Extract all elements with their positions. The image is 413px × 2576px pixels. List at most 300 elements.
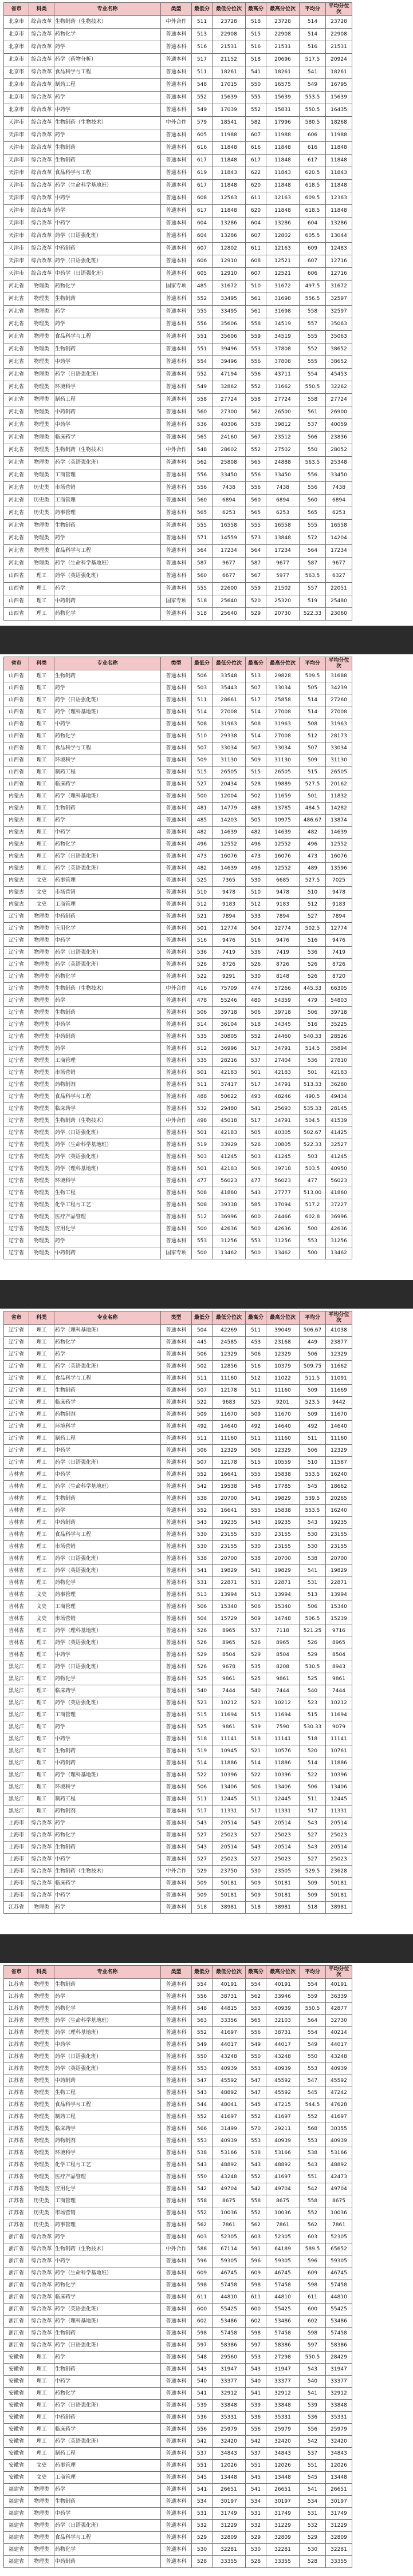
- cell-category: 文史: [29, 2460, 54, 2472]
- cell-max-rank: 11022: [266, 1373, 300, 1385]
- cell-avg-rank: 11988: [326, 129, 352, 142]
- cell-province: 山西省: [4, 767, 29, 779]
- cell-category: 理工: [29, 779, 54, 791]
- cell-avg-rank: 53166: [326, 2147, 352, 2159]
- cell-avg-score: 479: [300, 995, 326, 1007]
- cell-max-score: 551: [246, 2460, 266, 2472]
- cell-major: 临床药学: [54, 1397, 161, 1409]
- page-separator: [0, 626, 413, 654]
- cell-avg-score: 602.8: [300, 1211, 326, 1223]
- cell-avg-score: 605.5: [300, 230, 326, 243]
- cell-min-rank: 42183: [213, 1067, 246, 1079]
- cell-category: 理工: [29, 1505, 54, 1517]
- cell-type: 普通本科: [161, 875, 192, 887]
- cell-max-score: 512: [246, 899, 266, 911]
- cell-avg-score: 558: [300, 2195, 326, 2207]
- cell-min-score: 602: [192, 2316, 213, 2328]
- cell-avg-score: 609: [300, 2267, 326, 2279]
- cell-min-rank: 33377: [213, 2376, 246, 2388]
- table-row: [4, 2304, 352, 2316]
- cell-type: 普通本科: [161, 1757, 192, 1769]
- cell-category: 物理类: [29, 444, 54, 457]
- cell-type: 普通本科: [161, 791, 192, 803]
- cell-major: 药学（英语强化班）: [54, 2304, 161, 2316]
- cell-min-rank: 48892: [213, 2159, 246, 2171]
- cell-type: 普通本科: [161, 2111, 192, 2123]
- cell-min-rank: 20514: [213, 1842, 246, 1854]
- cell-avg-rank: 32912: [326, 2388, 352, 2400]
- cell-min-score: 525: [192, 1721, 213, 1733]
- cell-avg-rank: 27260: [326, 694, 352, 706]
- cell-avg-rank: 11848: [326, 180, 352, 192]
- cell-category: 物理类: [29, 1007, 54, 1019]
- cell-max-score: 558: [246, 318, 266, 331]
- cell-avg-score: 553: [300, 2135, 326, 2147]
- cell-max-score: 530: [246, 1541, 266, 1553]
- cell-max-score: 552: [246, 381, 266, 394]
- cell-avg-score: 556: [300, 2424, 326, 2436]
- cell-category: 理工: [29, 1409, 54, 1421]
- cell-min-rank: 33034: [213, 742, 246, 754]
- cell-max-rank: 40191: [266, 1979, 300, 1991]
- table-row: [4, 2364, 352, 2376]
- table-row: [4, 558, 352, 570]
- cell-major: 生物制药（生物技术）: [54, 1115, 161, 1127]
- cell-min-rank: 7419: [213, 947, 246, 959]
- cell-max-score: 529: [246, 608, 266, 621]
- cell-type: 普通本科: [161, 2400, 192, 2412]
- cell-avg-score: 496: [300, 839, 326, 851]
- cell-type: 普通本科: [161, 1577, 192, 1589]
- cell-min-score: 551: [192, 343, 213, 356]
- cell-type: 普通本科: [161, 779, 192, 791]
- table-row: [4, 469, 352, 482]
- cell-avg-score: 513.33: [300, 1079, 326, 1091]
- cell-max-rank: 14639: [266, 827, 300, 839]
- cell-type: 普通本科: [161, 356, 192, 369]
- cell-major: 药物化学: [54, 2388, 161, 2400]
- cell-province: 辽宁省: [4, 1115, 29, 1127]
- cell-min-rank: 55425: [213, 2304, 246, 2316]
- cell-category: 物理类: [29, 1127, 54, 1139]
- cell-min-rank: 12329: [213, 1349, 246, 1361]
- cell-avg-score: 553.5: [300, 92, 326, 104]
- cell-min-rank: 16076: [213, 851, 246, 863]
- cell-type: 普通本科: [161, 1673, 192, 1685]
- table-row: [4, 218, 352, 230]
- cell-avg-rank: 13462: [326, 1247, 352, 1259]
- cell-min-rank: 38731: [213, 1991, 246, 2003]
- cell-avg-rank: 16240: [326, 1505, 352, 1517]
- cell-avg-rank: 13448: [326, 2472, 352, 2484]
- cell-type: 普通本科: [161, 1637, 192, 1649]
- cell-category: 物理类: [29, 983, 54, 995]
- cell-max-score: 552: [246, 2207, 266, 2219]
- cell-min-rank: 44810: [213, 2291, 246, 2304]
- cell-min-rank: 22871: [213, 1577, 246, 1589]
- table-row: [4, 1878, 352, 1890]
- cell-avg-score: 551: [300, 2171, 326, 2183]
- table-row: [4, 2039, 352, 2051]
- cell-major: 药学（药物分析）: [54, 54, 161, 66]
- cell-avg-rank: 17234: [326, 545, 352, 558]
- cell-avg-rank: 26900: [326, 406, 352, 419]
- cell-min-score: 482: [192, 827, 213, 839]
- cell-min-score: 504: [192, 1613, 213, 1625]
- table-row: [4, 1115, 352, 1127]
- cell-avg-score: 527: [300, 1830, 326, 1842]
- cell-min-rank: 23728: [213, 16, 246, 29]
- cell-category: 物理类: [29, 306, 54, 318]
- column-header-major: 专业名称: [54, 1966, 161, 1979]
- cell-min-score: 603: [192, 2231, 213, 2243]
- cell-max-rank: 44017: [266, 2039, 300, 2051]
- cell-max-score: 565: [246, 457, 266, 469]
- cell-avg-score: 545: [300, 1481, 326, 1493]
- cell-province: 江苏省: [4, 1979, 29, 1991]
- cell-major: 应用化学: [54, 2183, 161, 2195]
- cell-major: 生物工程: [54, 1187, 161, 1199]
- table-row: [4, 1613, 352, 1625]
- cell-avg-rank: 13596: [326, 863, 352, 875]
- cell-min-score: 619: [192, 167, 213, 180]
- cell-max-score: 530: [246, 875, 266, 887]
- table-row: [4, 381, 352, 394]
- cell-max-rank: 11331: [266, 1805, 300, 1818]
- cell-type: 普通本科: [161, 851, 192, 863]
- table-row: [4, 935, 352, 947]
- cell-major: 中药学: [54, 827, 161, 839]
- cell-type: 普通本科: [161, 1433, 192, 1445]
- cell-major: 市场营销: [54, 1541, 161, 1553]
- cell-min-rank: 25023: [213, 1854, 246, 1866]
- table-row: [4, 911, 352, 923]
- cell-min-score: 501: [192, 1127, 213, 1139]
- cell-province: 江苏省: [4, 2123, 29, 2135]
- cell-min-rank: 57458: [213, 2279, 246, 2291]
- cell-min-rank: 11988: [213, 129, 246, 142]
- cell-max-rank: 12521: [266, 255, 300, 268]
- cell-avg-rank: 59305: [326, 2255, 352, 2267]
- cell-province: 江苏省: [4, 1902, 29, 1914]
- cell-max-score: 620: [246, 205, 266, 218]
- cell-max-score: 511: [246, 1325, 266, 1337]
- cell-min-score: 555: [192, 306, 213, 318]
- cell-max-score: 556: [246, 2424, 266, 2436]
- cell-major: 药学: [54, 318, 161, 331]
- column-header-min-rank: 最低分位次: [213, 3, 246, 16]
- table-row: [4, 230, 352, 243]
- cell-category: 综合改革: [29, 79, 54, 92]
- table-row: [4, 2328, 352, 2340]
- cell-province: 江苏省: [4, 2075, 29, 2087]
- cell-max-rank: 33034: [266, 682, 300, 694]
- cell-avg-rank: 42473: [326, 2171, 352, 2183]
- cell-max-rank: 27404: [266, 1055, 300, 1067]
- cell-max-rank: 12521: [266, 268, 300, 280]
- cell-major: 食品科学与工程: [54, 545, 161, 558]
- cell-max-rank: 31698: [266, 306, 300, 318]
- cell-max-rank: 11141: [266, 1733, 300, 1745]
- cell-major: 化学工程与工艺: [54, 2159, 161, 2171]
- cell-min-rank: 32862: [213, 381, 246, 394]
- cell-max-rank: 13286: [266, 218, 300, 230]
- cell-max-score: 516: [246, 41, 266, 54]
- cell-province: 浙江省: [4, 2231, 29, 2243]
- cell-province: 吉林省: [4, 1613, 29, 1625]
- cell-avg-score: 603: [300, 2231, 326, 2243]
- cell-category: 物理类: [29, 923, 54, 935]
- table-row: [4, 2003, 352, 2015]
- cell-min-score: 560: [192, 570, 213, 583]
- cell-min-score: 597: [192, 2340, 213, 2352]
- cell-category: 历史类: [29, 2219, 54, 2231]
- cell-avg-score: 526: [300, 1637, 326, 1649]
- table-row: [4, 1733, 352, 1745]
- table-row: [4, 971, 352, 983]
- cell-max-score: 508: [246, 718, 266, 730]
- cell-min-rank: 11670: [213, 1409, 246, 1421]
- cell-min-score: 526: [192, 1625, 213, 1637]
- cell-min-rank: 12552: [213, 839, 246, 851]
- cell-category: 理工: [29, 2412, 54, 2424]
- table-row: [4, 2219, 352, 2231]
- cell-max-score: 541: [246, 1565, 266, 1577]
- cell-type: 普通本科: [161, 1818, 192, 1830]
- cell-max-score: 565: [246, 2015, 266, 2027]
- cell-category: 物理类: [29, 1079, 54, 1091]
- cell-avg-rank: 27008: [326, 706, 352, 718]
- cell-province: 吉林省: [4, 1517, 29, 1529]
- cell-min-score: 525: [192, 875, 213, 887]
- cell-category: 理工: [29, 851, 54, 863]
- cell-province: 安徽省: [4, 2472, 29, 2484]
- cell-min-score: 445: [192, 1337, 213, 1349]
- table-row: [4, 1445, 352, 1457]
- cell-province: 黑龙江: [4, 1781, 29, 1793]
- column-header-min-rank: 最低分位次: [213, 657, 246, 670]
- cell-min-score: 528: [192, 2556, 213, 2568]
- cell-min-score: 514: [192, 1019, 213, 1031]
- cell-category: 理工: [29, 754, 54, 767]
- cell-category: 物理类: [29, 2075, 54, 2087]
- cell-province: 上海市: [4, 1878, 29, 1890]
- cell-category: 物理类: [29, 2544, 54, 2556]
- cell-min-score: 541: [192, 1565, 213, 1577]
- cell-category: 理工: [29, 1541, 54, 1553]
- table-row: [4, 2015, 352, 2027]
- cell-type: 普通本科: [161, 1589, 192, 1601]
- cell-max-rank: 31130: [266, 754, 300, 767]
- cell-max-score: 528: [246, 2556, 266, 2568]
- cell-province: 辽宁省: [4, 959, 29, 971]
- cell-max-rank: 14640: [266, 1421, 300, 1433]
- cell-type: 普通本科: [161, 558, 192, 570]
- cell-avg-rank: 15239: [326, 1613, 352, 1625]
- cell-avg-rank: 40059: [326, 419, 352, 432]
- cell-max-rank: 47215: [266, 2099, 300, 2111]
- cell-max-score: 543: [246, 2159, 266, 2171]
- cell-max-rank: 45592: [266, 2087, 300, 2099]
- cell-min-score: 517: [192, 54, 213, 66]
- cell-province: 辽宁省: [4, 1421, 29, 1433]
- cell-avg-rank: 42636: [326, 1223, 352, 1235]
- column-header-major: 专业名称: [54, 657, 161, 670]
- cell-min-score: 564: [192, 545, 213, 558]
- cell-max-rank: 12026: [266, 2460, 300, 2472]
- table-row: [4, 730, 352, 742]
- table-row: [4, 343, 352, 356]
- cell-max-rank: 30805: [266, 1139, 300, 1151]
- cell-min-score: 545: [192, 2472, 213, 2484]
- table-row: [4, 2135, 352, 2147]
- cell-avg-score: 513.00: [300, 1187, 326, 1199]
- cell-max-rank: 11848: [266, 155, 300, 167]
- cell-province: 北京市: [4, 104, 29, 117]
- cell-max-rank: 40939: [266, 2003, 300, 2015]
- cell-avg-rank: 12026: [326, 2460, 352, 2472]
- cell-avg-rank: 15340: [326, 1601, 352, 1613]
- cell-major: 生物制药: [54, 155, 161, 167]
- cell-major: 制药工程: [54, 1433, 161, 1445]
- cell-max-score: 525: [246, 1673, 266, 1685]
- cell-major: 生物制药: [54, 670, 161, 682]
- cell-major: 食品科学与工程: [54, 66, 161, 79]
- cell-category: 历史类: [29, 482, 54, 495]
- cell-province: 北京市: [4, 16, 29, 29]
- cell-min-score: 508: [192, 1187, 213, 1199]
- cell-max-rank: 7861: [266, 2219, 300, 2231]
- cell-category: 理工: [29, 595, 54, 608]
- cell-category: 物理类: [29, 2159, 54, 2171]
- cell-major: 生物制药（生物技术）: [54, 117, 161, 129]
- cell-province: 安徽省: [4, 2400, 29, 2412]
- cell-min-rank: 17015: [213, 79, 246, 92]
- cell-type: 普通本科: [161, 532, 192, 545]
- header-row: [4, 1311, 352, 1325]
- cell-avg-rank: 16076: [326, 851, 352, 863]
- cell-province: 辽宁省: [4, 983, 29, 995]
- cell-province: 山西省: [4, 694, 29, 706]
- cell-type: 普通本科: [161, 1139, 192, 1151]
- cell-category: 物理类: [29, 1031, 54, 1043]
- cell-avg-score: 528: [300, 2556, 326, 2568]
- cell-max-rank: 42636: [266, 1223, 300, 1235]
- cell-type: 普通本科: [161, 2255, 192, 2267]
- cell-province: 内蒙古: [4, 791, 29, 803]
- table-row: [4, 2279, 352, 2291]
- table-row: [4, 2460, 352, 2472]
- cell-major: 药学: [54, 583, 161, 595]
- cell-min-rank: 18541: [213, 117, 246, 129]
- cell-category: 理工: [29, 791, 54, 803]
- cell-avg-rank: 9677: [326, 558, 352, 570]
- cell-max-score: 504: [246, 923, 266, 935]
- cell-type: 普通本科: [161, 192, 192, 205]
- cell-category: 物理类: [29, 1055, 54, 1067]
- cell-avg-rank: 56023: [326, 1175, 352, 1187]
- cell-min-score: 530: [192, 1541, 213, 1553]
- cell-max-score: 559: [246, 331, 266, 343]
- cell-province: 辽宁省: [4, 1091, 29, 1103]
- cell-max-score: 548: [246, 1481, 266, 1493]
- table-row: [4, 2243, 352, 2255]
- cell-major: 工商管理: [54, 469, 161, 482]
- cell-max-rank: 32103: [266, 2015, 300, 2027]
- cell-min-rank: 11141: [213, 1733, 246, 1745]
- cell-max-rank: 46745: [266, 2267, 300, 2279]
- cell-min-rank: 16558: [213, 520, 246, 532]
- cell-major: 制药工程: [54, 2111, 161, 2123]
- cell-major: 生物制药: [54, 2496, 161, 2508]
- cell-min-rank: 12178: [213, 1457, 246, 1469]
- cell-major: 中药学: [54, 2255, 161, 2267]
- cell-max-rank: 48246: [266, 1091, 300, 1103]
- cell-min-score: 503: [192, 1151, 213, 1163]
- cell-category: 综合改革: [29, 2328, 54, 2340]
- table-row: [4, 1902, 352, 1914]
- cell-max-rank: 32281: [266, 2544, 300, 2556]
- cell-min-rank: 12178: [213, 1385, 246, 1397]
- cell-province: 吉林省: [4, 1541, 29, 1553]
- cell-avg-rank: 45592: [326, 2075, 352, 2087]
- cell-major: 中药制药: [54, 595, 161, 608]
- table-row: [4, 92, 352, 104]
- cell-min-score: 558: [192, 2195, 213, 2207]
- cell-max-rank: 33377: [266, 2376, 300, 2388]
- cell-max-rank: 7590: [266, 1721, 300, 1733]
- admission-table: [3, 1965, 352, 2568]
- cell-max-score: 553: [246, 2135, 266, 2147]
- cell-avg-score: 502.67: [300, 1127, 326, 1139]
- cell-min-rank: 31963: [213, 718, 246, 730]
- cell-avg-score: 563.5: [300, 457, 326, 469]
- cell-type: 普通本科: [161, 1175, 192, 1187]
- cell-min-score: 513: [192, 29, 213, 41]
- table-row: [4, 682, 352, 694]
- cell-category: 物理类: [29, 1223, 54, 1235]
- cell-avg-score: 568: [300, 2123, 326, 2135]
- cell-min-rank: 34843: [213, 2448, 246, 2460]
- cell-category: 物理类: [29, 2015, 54, 2027]
- cell-province: 黑龙江: [4, 1793, 29, 1805]
- cell-avg-score: 539.5: [300, 1493, 326, 1505]
- cell-major: 药学（日语强化班）: [54, 1127, 161, 1139]
- table-row: [4, 331, 352, 343]
- cell-avg-rank: 11843: [326, 167, 352, 180]
- cell-max-score: 537: [246, 2448, 266, 2460]
- cell-province: 黑龙江: [4, 1709, 29, 1721]
- cell-province: 山西省: [4, 682, 29, 694]
- cell-min-score: 604: [192, 218, 213, 230]
- cell-avg-rank: 9716: [326, 1625, 352, 1637]
- cell-max-score: 570: [246, 2123, 266, 2135]
- cell-max-score: 513: [246, 670, 266, 682]
- cell-min-score: 511: [192, 1373, 213, 1385]
- cell-avg-score: 541: [300, 2484, 326, 2496]
- cell-major: 中药学: [54, 1854, 161, 1866]
- cell-min-score: 556: [192, 2424, 213, 2436]
- cell-major: 药物化学: [54, 971, 161, 983]
- table-row: [4, 1187, 352, 1199]
- cell-category: 综合改革: [29, 2316, 54, 2328]
- cell-category: 物理类: [29, 356, 54, 369]
- table-row: [4, 767, 352, 779]
- table-row: [4, 2111, 352, 2123]
- cell-max-score: 567: [246, 570, 266, 583]
- cell-type: 普通本科: [161, 1769, 192, 1781]
- cell-max-score: 516: [246, 935, 266, 947]
